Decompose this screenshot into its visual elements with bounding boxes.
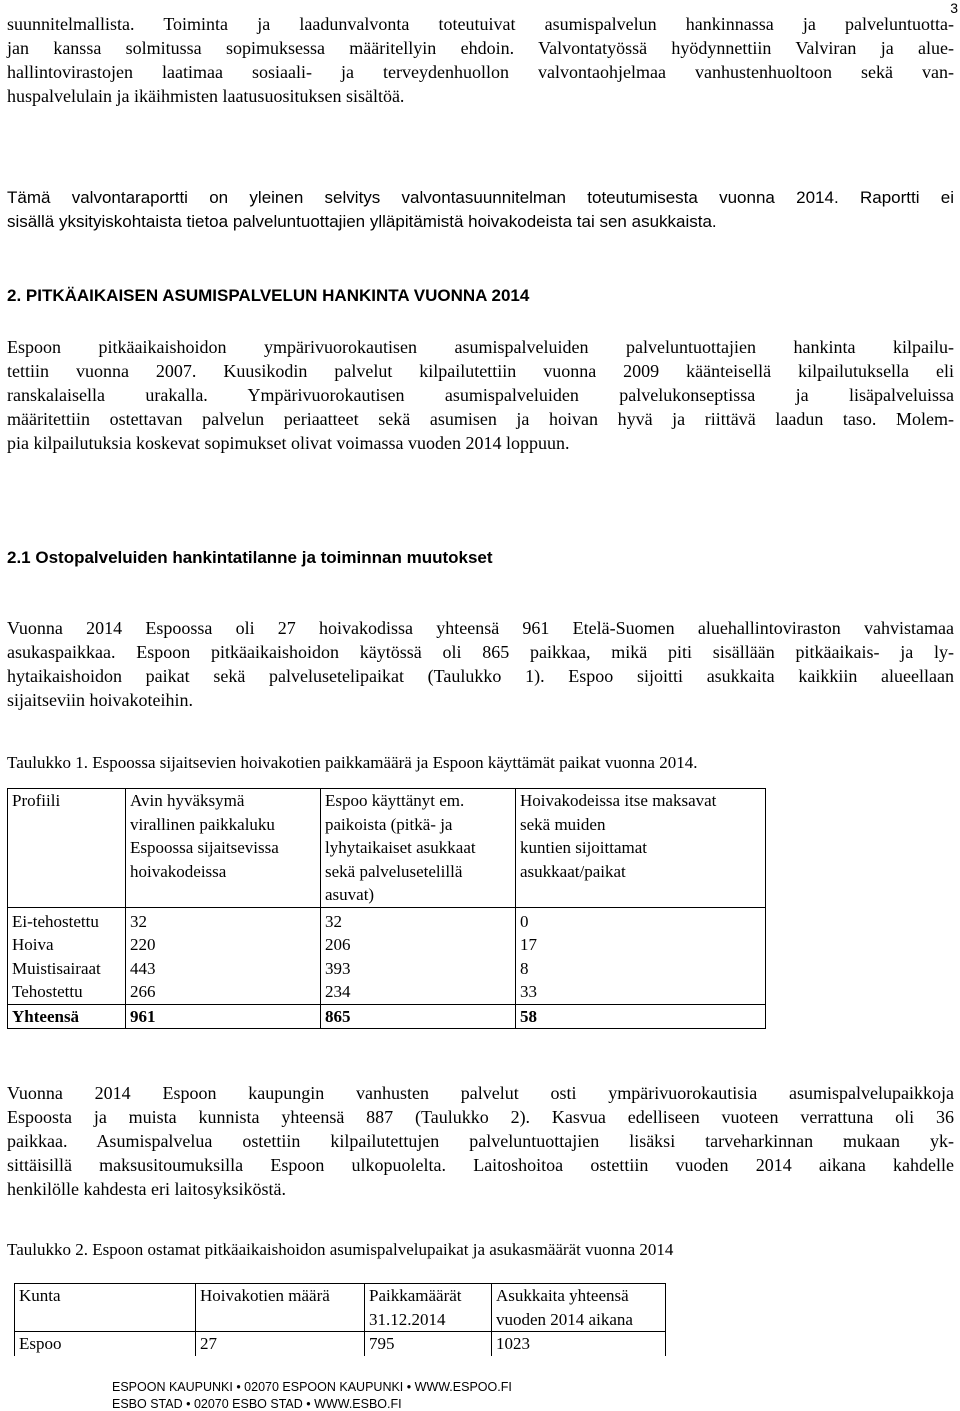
table-header-row: [15, 1284, 666, 1332]
text-line: paikkaa. Asumispalvelua ostettiin kilpailutettujen palveluntuottajien lisäksi tarveharkinnan mukaan yk-: [7, 1131, 954, 1151]
table1-caption: Taulukko 1. Espoossa sijaitsevien hoivakotien paikkamäärä ja Espoon käyttämät paikat vuonna 2014.: [7, 753, 698, 772]
table-row: [8, 907, 766, 1004]
table-cell: 27: [196, 1332, 365, 1356]
table-row: [15, 1332, 666, 1356]
text-line: Vuonna 2014 Espoossa oli 27 hoivakodissa yhteensä 961 Etelä-Suomen aluehallintoviraston vahvistamaa: [7, 618, 954, 638]
paragraph-purchase-status: [7, 616, 954, 712]
table-header-cell: Kunta: [15, 1284, 196, 1332]
table-header-cell: Asukkaita yhteensä vuoden 2014 aikana: [492, 1284, 666, 1332]
section-heading-2: 2. PITKÄAIKAISEN ASUMISPALVELUN HANKINTA VUONNA 2014: [7, 286, 530, 305]
table-cell: 961: [126, 1004, 321, 1029]
table-header-cell: Profiili: [8, 789, 126, 908]
table-header-cell: Hoivakotien määrä: [196, 1284, 365, 1332]
footer-line-sv: ESBO STAD • 02070 ESBO STAD • WWW.ESBO.FI: [112, 1397, 402, 1411]
table-header-cell: Espoo käyttänyt em. paikoista (pitkä- ja lyhytaikaiset asukkaat sekä palvelusetelillä asuvat): [321, 789, 516, 908]
table-header-row: [8, 789, 766, 908]
table-1: [7, 788, 766, 1029]
section-heading-2-1: 2.1 Ostopalveluiden hankintatilanne ja toiminnan muutokset: [7, 548, 493, 567]
text-line: huspalvelulain ja ikäihmisten laatusuosituksen sisältöä.: [7, 86, 405, 106]
footer-line-fi: ESPOON KAUPUNKI • 02070 ESPOON KAUPUNKI • WWW.ESPOO.FI: [112, 1380, 512, 1394]
paragraph-report-scope: [7, 186, 954, 234]
table-cell: 865: [321, 1004, 516, 1029]
text-line: Tämä valvontaraportti on yleinen selvitys valvontasuunnitelman toteutumisesta vuonna 2014. Raportti ei: [7, 188, 954, 207]
table-cell-profiles: Ei-tehostettu Hoiva Muistisairaat Tehostettu: [8, 907, 126, 1004]
paragraph-purchased-places: [7, 1081, 954, 1201]
paragraph-intro: [7, 12, 954, 108]
text-line: Vuonna 2014 Espoon kaupungin vanhusten palvelut osti ympärivuorokautisia asumispalvelupaikkoja: [7, 1083, 954, 1103]
text-line: tettiin vuonna 2007. Kuusikodin palvelut kilpailutettiin vuonna 2009 käänteisellä kilpailutuksella eli: [7, 361, 954, 381]
table-2: [14, 1283, 666, 1356]
page-number: 3: [950, 0, 958, 16]
text-line: Espoon pitkäaikaishoidon ympärivuorokautisen asumispalveluiden palveluntuottajien hankinta kilpailu-: [7, 337, 954, 357]
table-cell-avi: 32 220 443 266: [126, 907, 321, 1004]
table-header-cell: Hoivakodeissa itse maksavat sekä muiden kuntien sijoittamat asukkaat/paikat: [516, 789, 766, 908]
paragraph-procurement: [7, 335, 954, 455]
text-line: sijaitseviin hoivakoteihin.: [7, 690, 193, 710]
table-header-cell: Avin hyväksymä virallinen paikkaluku Espoossa sijaitsevissa hoivakodeissa: [126, 789, 321, 908]
table-cell: 795: [365, 1332, 492, 1356]
table-cell-espoo: 32 206 393 234: [321, 907, 516, 1004]
table-cell-own: 0 17 8 33: [516, 907, 766, 1004]
text-line: suunnitelmallista. Toiminta ja laadunvalvonta toteutuivat asumispalvelun hankinnassa ja palveluntuotta-: [7, 14, 954, 34]
text-line: asukaspaikkaa. Espoon pitkäaikaishoidon käytössä oli 865 paikkaa, mikä piti sisällään pitkäaikais- ja ly-: [7, 642, 954, 662]
table-cell: 1023: [492, 1332, 666, 1356]
text-line: sisällä yksityiskohtaista tietoa palveluntuottajien ylläpitämistä hoivakodeista tai sen asukkaista.: [7, 212, 717, 231]
table-header-cell: Paikkamäärät 31.12.2014: [365, 1284, 492, 1332]
table-cell: 58: [516, 1004, 766, 1029]
text-line: ranskalaisella urakalla. Ympärivuorokautisen asumispalveluiden palvelukonseptissa ja lisäpalveluissa: [7, 385, 954, 405]
table2-caption: Taulukko 2. Espoon ostamat pitkäaikaishoidon asumispalvelupaikat ja asukasmäärät vuonna 2014: [7, 1240, 674, 1259]
text-line: sittäisillä maksusitoumuksilla Espoon ulkopuolelta. Laitoshoitoa ostettiin vuoden 2014 aikana kahdelle: [7, 1155, 954, 1175]
table-cell: Espoo: [15, 1332, 196, 1356]
table-cell: Yhteensä: [8, 1004, 126, 1029]
text-line: pia kilpailutuksia koskevat sopimukset olivat voimassa vuoden 2014 loppuun.: [7, 433, 570, 453]
text-line: jan kanssa solmitussa sopimuksessa määritellyin ehdoin. Valvontatyössä hyödynnettiin Valviran ja alue-: [7, 38, 954, 58]
text-line: hallintovirastojen laatimaa sosiaali- ja terveydenhuollon valvontaohjelmaa vanhustenhuoltoon sekä van-: [7, 62, 954, 82]
text-line: hytaikaishoidon paikat sekä palvelusetelipaikat (Taulukko 1). Espoo sijoitti asukkaita kaikkiin alueellaan: [7, 666, 954, 686]
text-line: henkilölle kahdesta eri laitosyksiköstä.: [7, 1179, 286, 1199]
table-total-row: [8, 1004, 766, 1029]
text-line: Espoosta ja muista kunnista yhteensä 887 (Taulukko 2). Kasvua edelliseen vuoteen verrattuna oli 36: [7, 1107, 954, 1127]
text-line: määritettiin ostettavan palvelun periaatteet sekä asumisen ja hoivan hyvä ja riittävä laadun taso. Molem-: [7, 409, 954, 429]
